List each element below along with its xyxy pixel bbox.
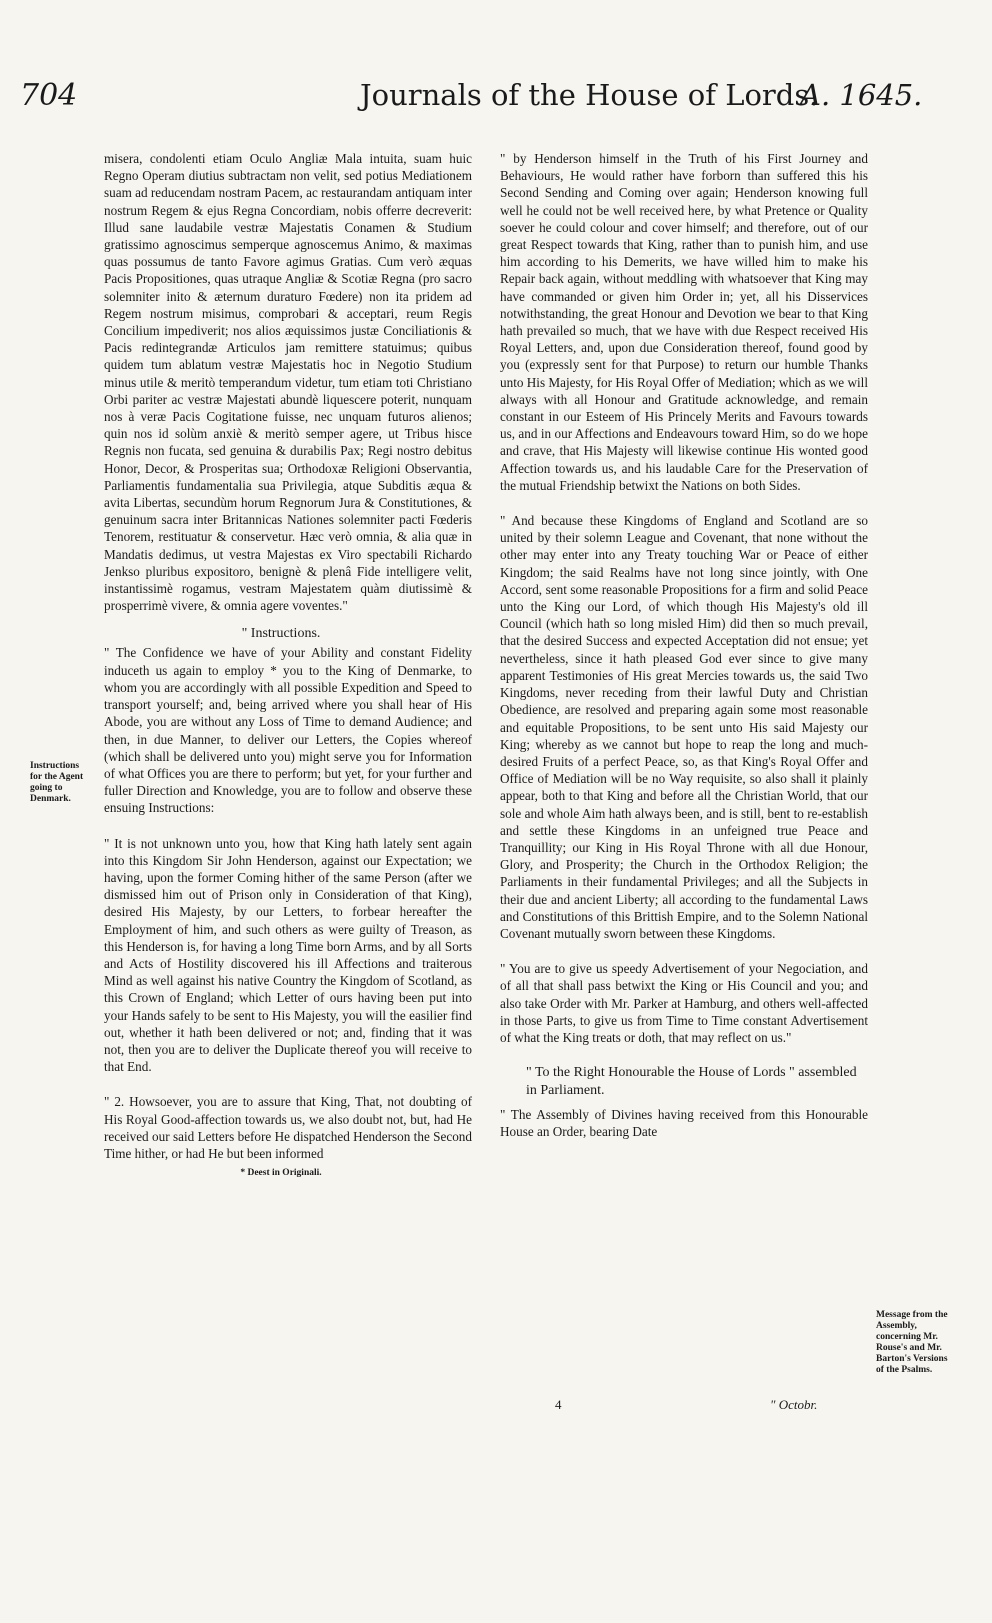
page-number: 704	[20, 78, 78, 113]
left-column	[90, 150, 472, 1178]
signature-number: 4	[555, 1397, 562, 1412]
instructions-paragraph-2: " It is not unknown unto you, how that King hath lately sent again into this Kingdom Sir John Henderson, against our Expectation; we having, upon the former Coming hither of the same Person (after we dismissed him out of Prison only in Consideration of that King), desired His Majesty, by our Letters, to forbear hereafter the Employment of him, and such others as were guilty of Treason, as this Henderson is, for having a long Time born Arms, and by all Sorts and Acts of Hostility discovered his ill Affections and traiterous Mind as well against his native Country the Kingdom of Scotland, as this Crown of England; which Letter of ours having been put into your Hands safely to be sent to His Majesty, you will the easilier find out, whether it hath been delivered or not; and, finding that it was not, then you are to deliver the Duplicate thereof you will receive to that End.	[90, 835, 472, 1076]
instructions-paragraph-1: " The Confidence we have of your Ability and constant Fidelity induceth us again to employ * you to the King of Denmarke, to whom you are accordingly with all possible Expedition and Speed to transport yourself; and, being arrived where you shall hear of His Abode, you are without any Loss of Time to demand Audience; and then, in due Manner, to deliver our Letters, the Copies whereof (which shall be delivered unto you) might serve you for Information of what Offices you are there to perform; but yet, for your further and fuller Direction and Knowledge, you are to follow and observe these ensuing Instructions:	[90, 644, 472, 816]
catchword: " Octobr.	[770, 1397, 818, 1412]
right-column	[486, 150, 868, 1141]
margin-note-instructions: Instructions for the Agent going to Denmark.	[30, 761, 84, 804]
address-line: " To the Right Honourable the House of Lords " assembled in Parliament.	[526, 1065, 857, 1099]
right-paragraph-4: " The Assembly of Divines having received from this Honourable House an Order, bearing Date	[486, 1106, 868, 1140]
right-paragraph-3: " You are to give us speedy Advertisement of your Negociation, and of all that shall pass betwixt the King or His Council and you; and also take Order with Mr. Parker at Hamburg, and others well-affected in those Parts, to give us from Time to Time constant Advertisement of what the King treats or doth, that may reflect on us."	[486, 960, 868, 1046]
instructions-heading: " Instructions.	[241, 626, 321, 642]
running-year: A. 1645.	[800, 78, 923, 112]
instructions-paragraph-3: " 2. Howsoever, you are to assure that King, That, not doubting of His Royal Good-affection towards us, we also doubt not, but, had He received our said Letters before He dispatched Henderson the Second Time hither, or had He but been informed	[90, 1093, 472, 1162]
footnote: * Deest in Originali.	[240, 1168, 322, 1179]
right-paragraph-1: " by Henderson himself in the Truth of his First Journey and Behaviours, He would rather have forborn than suffered this his Second Sending and Coming over again; Henderson knowing full well he could not be well received here, by what Pretence or Quality soever he could colour and cover himself; and therefore, out of our great Respect towards that King, rather than to punish him, and use him according to his Demerits, we have willed him to make his Repair back again, without meddling with whatsoever that King may have commanded or given him Order in; yet, all his Disservices notwithstanding, the great Honour and Devotion we bear to that King hath prevailed so much, that we have with due Respect received His Royal Letters, and, upon due Consideration thereof, found good by you (expressly sent for that Purpose) to return our humble Thanks unto His Majesty, for His Royal Offer of Mediation; which as we will always with all Honour and Gratitude acknowledge, and remain constant in our Esteem of His Princely Merits and Favours towards us, and in our Affections and Endeavours toward Him, so do we hope and crave, that His Majesty will likewise continue His wonted good Affection towards us, and his laudable Care for the Preservation of the mutual Friendship betwixt the Nations on both Sides.	[486, 150, 868, 494]
margin-note-assembly: Message from the Assembly, concerning Mr. Rouse's and Mr. Barton's Versions of the Psalms.	[876, 1310, 948, 1375]
running-title: Journals of the House of Lords.	[360, 78, 819, 112]
latin-letter-text: misera, condolenti etiam Oculo Angliæ Mala intuita, suam huic Regno Operam diutius subtractam non velit, sed potius Mediationem suam ad reducendam nostram Pacem, ac restaurandam antiquam inter nostrum Regem & ejus Regna Concordiam, nobis offerre decreverit: Illud sane laudabile vestræ Majestatis Conamen & Studium gratissimo agnoscimus semperque agnoscemus Animo, & maximas quas possumus de tanto Favore agimus Gratias. Cum verò æquas Pacis Propositiones, quas utraque Angliæ & Scotiæ Regna (pro sacro solemniter inito & æternum duraturo Fœdere) non ita pridem ad Regem nostrum misimus, comprobari & acceptari, reum Regis Concilium impediverit; nos alios æquissimos justæ Conciliationis & Pacis redintegrandæ Articulos jam remittere statuimus; quibus quidem tum ablatum vestræ Majestatis hoc in Negotio Studium minus utile & meritò temperandum videtur, tum etiam toti Christiano Orbi pariter ac vestræ Majestati abundè liquescere poterit, nunquam nos à veræ Pacis Cogitatione fuisse, nec unquam futuros alienos; quin nos id solùm anxiè & meritò semper agere, ut Tribus hisce Regnis non fucata, sed genuina & durabilis Pax; Regi nostro debitus Honor, Decor, & Prosperitas sua; Orthodoxæ Religioni Observantia, Parliamentis fundamentalia sua Privilegia, atque Subditis æqua & avita Libertas, secundùm horum Regnorum Jura & Constitutiones, & genuinum sacra inter Britannicas Nationes solemniter pacti Fœderis Tenorem, restituatur & conservetur. Hæc verò omnia, & alia quæ in Mandatis dedimus, ut vestra Majestas ex Viro spectabili Richardo Jenkso pluribus expositoro, benignè & plenâ Fide intelligere velit, instantissimè rogamus, vestram Majestatem quàm diutissimè & prosperrimè vivere, & omnia agere voventes."	[90, 150, 472, 614]
right-paragraph-2: " And because these Kingdoms of England and Scotland are so united by their solemn League and Covenant, that none without the other may enter into any Treaty touching War or Peace of either Kingdom; the said Realms have not long since jointly, with One Accord, sent some reasonable Propositions for a firm and solid Peace unto the King our Lord, of which though His Majesty's old ill Council (which hath so long misled Him) did then so much prevail, that the desired Success and expected Acceptation did not ensue; yet nevertheless, since it hath pleased God ever since to give many apparent Testimonies of His great Mercies towards us, the said Two Kingdoms, never receding from their lawful Duty and Christian Obedience, are resolved and preparing again some most reasonable and equitable Propositions, to be sent unto His said Majesty our King; whereby as we cannot but hope to reap the long and much-desired Fruits of a perfect Peace, so, as that King's Royal Offer and Office of Mediation will be no Way requisite, so also shall it plainly appear, both to that King and before all the Christian World, that our sole and whole Aim hath always been, and is still, bent to re-establish and settle these Kingdoms in an unfeigned true Peace and Tranquillity; our King in His Royal Throne with all due Honour, Glory, and Prosperity; the Church in the Orthodox Religion; the Parliaments in their fundamental Privileges; and all the Subjects in their due and ancient Liberty; all according to the fundamental Laws and Constitutions of this Brittish Empire, and to the Solemn National Covenant mutually sworn between these Kingdoms.	[486, 512, 868, 942]
